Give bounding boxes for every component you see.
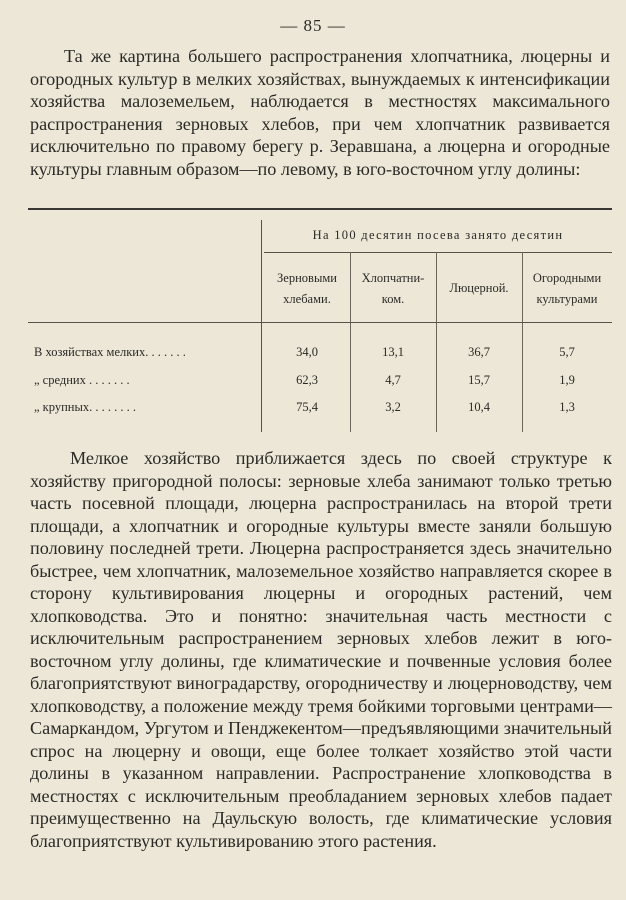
table-cell: 75,4 [296, 400, 318, 414]
table-cell: 1,9 [559, 373, 575, 387]
table-cell: 3,2 [385, 400, 401, 414]
column-header-cotton: Хлопчатни- ком. [361, 271, 425, 306]
row-label-small: В хозяйствах мелких. . . . . . . [34, 345, 186, 359]
paragraph-intro: Та же картина большего распространения хлопчатника, люцерны и огородных культур в мелких хозяйствах, вынуждаемых к интенсификации хозяйства малоземельем, наблюдается в местностях максимального распространения зерновых хлебов, при чем хлопчатник развивается исключительно по правому берегу р. Зеравшана, а люцерна и огородные культуры главным образом—по левому, в юго-восточном углу долины: [30, 46, 610, 179]
table-cell: 4,7 [385, 373, 401, 387]
row-label-large: „ крупных. . . . . . . . [34, 400, 136, 414]
column-header-vegetables: Огородными культурами [532, 271, 602, 306]
table-cell: 15,7 [468, 373, 490, 387]
table-header-rule [264, 252, 612, 253]
row-label-medium: „ средних . . . . . . . [34, 373, 130, 387]
table-header-bottom-rule [28, 322, 612, 323]
statistics-table [28, 208, 612, 434]
table-cell: 5,7 [559, 345, 575, 359]
table-group-header: На 100 десятин посева занято десятин [312, 228, 564, 242]
table-cell: 62,3 [296, 373, 318, 387]
column-header-grain: Зерновыми хлебами. [277, 271, 337, 306]
table-cell: 34,0 [296, 345, 318, 359]
table-top-rule [28, 208, 612, 210]
table-cell: 36,7 [468, 345, 490, 359]
table-cell: 10,4 [468, 400, 490, 414]
table-cell: 13,1 [382, 345, 404, 359]
column-header-alfalfa: Люцерной. [449, 281, 509, 295]
page-number: — 85 — [280, 16, 346, 35]
paragraph-main: Мелкое хозяйство приближается здесь по своей структуре к хозяйству пригородной полосы: зерновые хлеба занимают только третью часть посевной площади, люцерна распространилась на второй трети площади, а хлопчатник и огородные культуры вместе заняли большую половину последней трети. Люцерна распространяется здесь значительно быстрее, чем хлопчатник, малоземельное хозяйство направляется скорее в сторону культивирования люцерны и огородных растений, чем хлопководства. Это и понятно: значительная часть местности с исключительным распространением зерновых хлебов лежит в юго-восточном углу долины, где климатические и почвенные условия более благоприятствуют виноградарству, огородничеству и люцерноводству, чем хлопководству, а положение между тремя бойкими торговыми центрами—Самаркандом, Ургутом и Пенджекентом—предъявляющими значительный спрос на люцерну и овощи, еще более толкает хозяйство этой части долины в указанном направлении. Распространение хлопководства в местностях с исключительным преобладанием зерновых хлебов падает преимущественно на Даульскую волость, где климатические условия благоприятствуют культивированию этого растения. [30, 448, 612, 851]
table-divider [261, 220, 262, 432]
table-cell: 1,3 [559, 400, 575, 414]
